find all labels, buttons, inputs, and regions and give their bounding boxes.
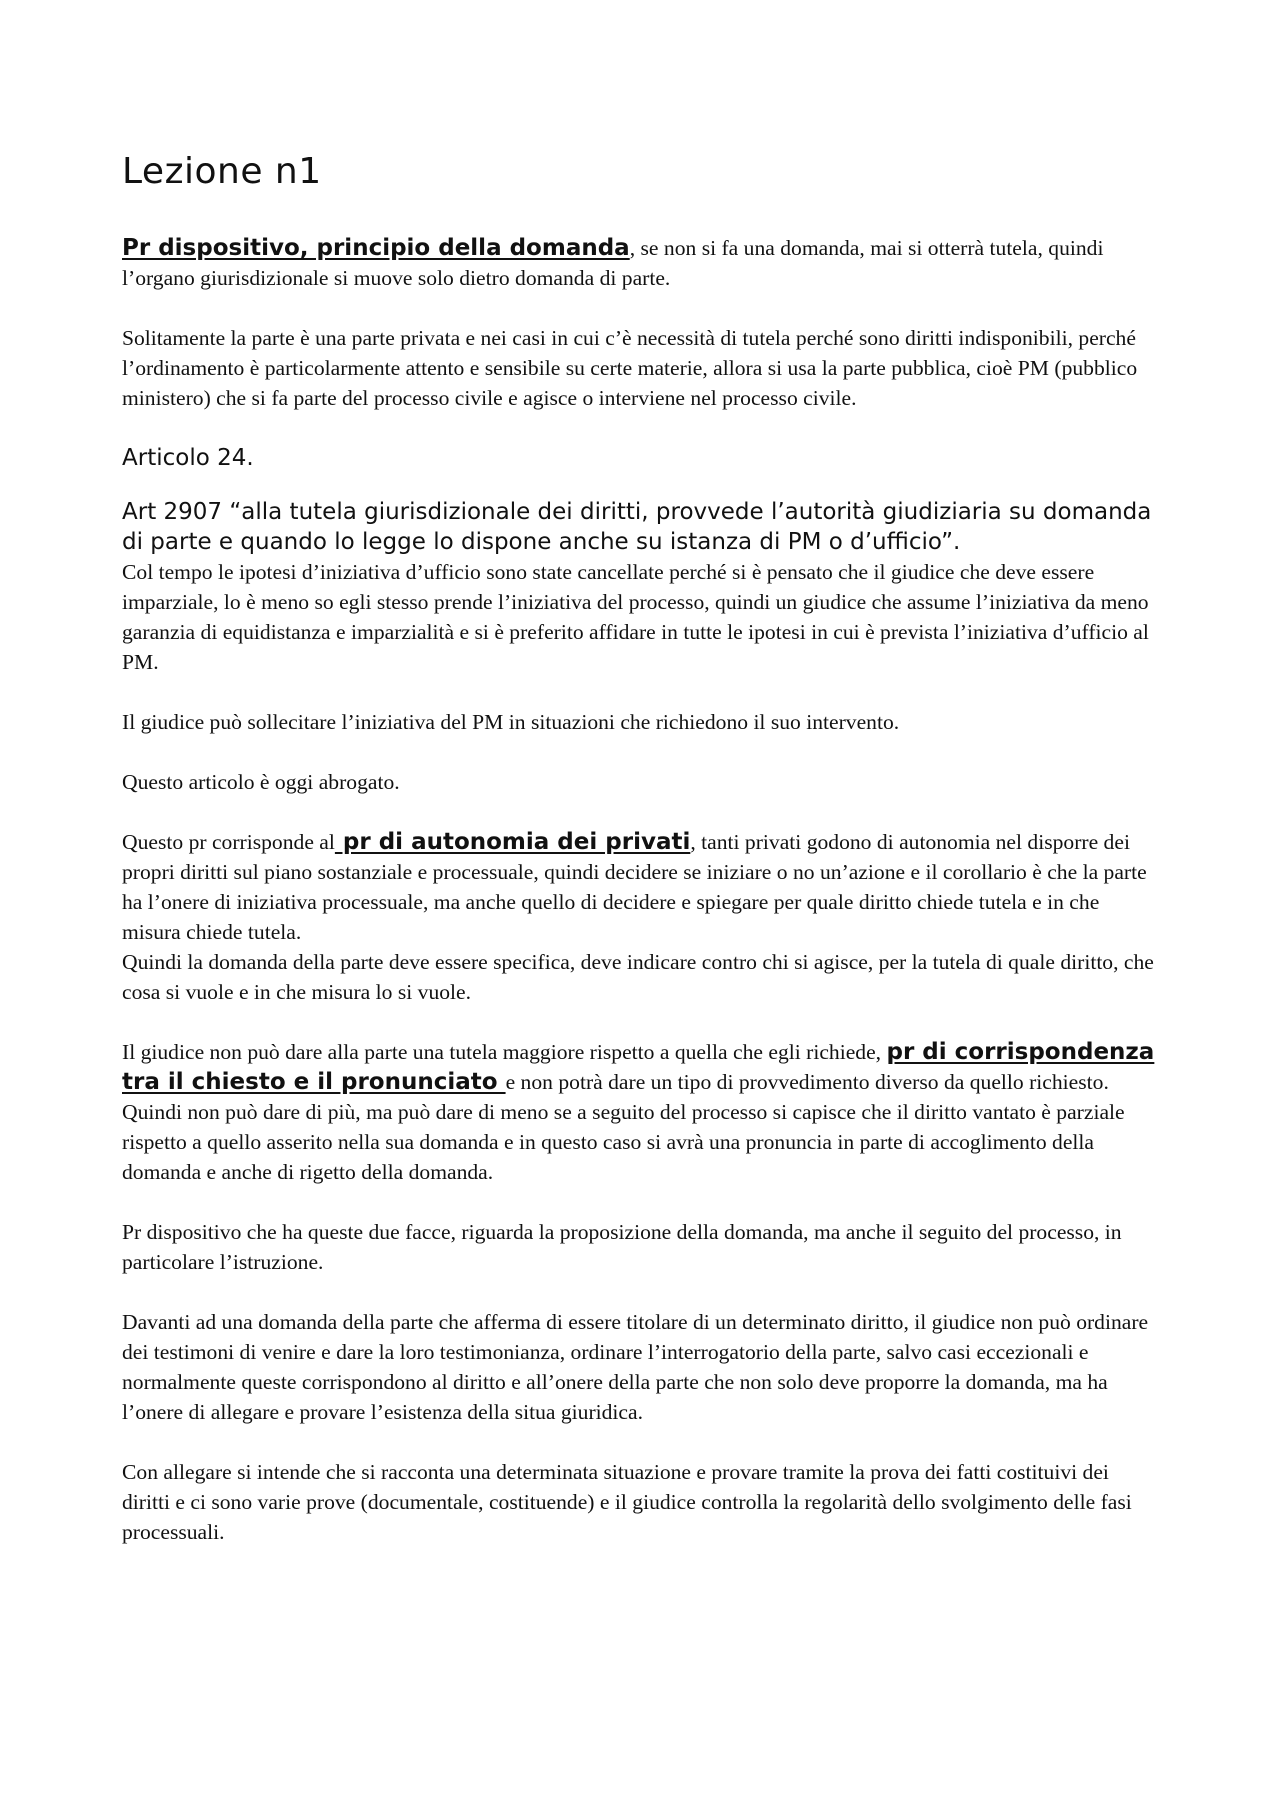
paragraph-domanda-specifica: Quindi la domanda della parte deve essere specifica, deve indicare contro chi si agisce, per la tutela di quale diritto, che cosa si vuole e in che misura lo si vuole.: [122, 950, 1154, 1005]
paragraph-giudice-sollecita: Il giudice può sollecitare l’iniziativa del PM in situazioni che richiedono il suo intervento.: [122, 710, 900, 735]
paragraph-text: e non potrà dare un tipo di provvedimento diverso da quello richiesto.: [505, 1070, 1109, 1095]
paragraph-parte-pubblica: Solitamente la parte è una parte privata e nei casi in cui c’è necessità di tutela perché sono diritti indisponibili, perché l’ordinamento è particolarmente attento e sensibile su certe materie, allora si usa la parte pubblica, cioè PM (pubblico ministero) che si fa parte del processo civile e agisce o interviene nel processo civile.: [122, 326, 1138, 411]
page-title: Lezione n1: [122, 151, 322, 192]
paragraph-autonomia-privati: [122, 827, 1162, 947]
paragraph-corrispondenza: [122, 1037, 1162, 1097]
document-body: [122, 150, 1162, 1577]
paragraph-text: , se non si fa una domanda, mai si otterrà tutela, quindi l’organo giurisdizionale si muove solo dietro domanda di parte.: [122, 236, 1104, 291]
paragraph-principio-domanda: [122, 233, 1162, 293]
highlight-corrispondenza: pr di corrispondenza tra il chiesto e il pronunciato: [122, 1039, 1155, 1096]
paragraph-text: Questo pr corrisponde al: [122, 830, 335, 855]
paragraph-text: Il giudice non può dare alla parte una tutela maggiore rispetto a quella che egli richiede,: [122, 1040, 887, 1065]
article-2907-quote: Art 2907 “alla tutela giurisdizionale dei diritti, provvede l’autorità giudiziaria su domanda di parte e quando lo legge lo dispone anche su istanza di PM o d’ufficio”.: [122, 499, 1152, 556]
article-heading: Articolo 24.: [122, 445, 254, 472]
paragraph-accoglimento-rigetto: Quindi non può dare di più, ma può dare di meno se a seguito del processo si capisce che il diritto vantato è parziale rispetto a quello asserito nella sua domanda e in questo caso si avrà una pronuncia in parte di accoglimento della domanda e anche di rigetto della domanda.: [122, 1100, 1125, 1185]
paragraph-text: , tanti privati godono di autonomia nel disporre dei propri diritti sul piano sostanziale e processuale, quindi decidere se iniziare o no un’azione e il corollario è che la parte ha l’onere di iniziativa processuale, ma anche quello di decidere e spiegare per quale diritto chiede tutela e in che misura chiede tutela.: [122, 830, 1147, 945]
paragraph-due-facce: Pr dispositivo che ha queste due facce, riguarda la proposizione della domanda, ma anche il seguito del processo, in particolare l’istruzione.: [122, 1220, 1122, 1275]
paragraph-allegare-provare: Con allegare si intende che si racconta una determinata situazione e provare tramite la prova dei fatti costituivi dei diritti e ci sono varie prove (documentale, costituende) e il giudice controlla la regolarità dello svolgimento delle fasi processuali.: [122, 1460, 1132, 1545]
highlight-autonomia-privati: pr di autonomia dei privati: [334, 829, 691, 856]
paragraph-iniziativa-ufficio: Col tempo le ipotesi d’iniziativa d’ufficio sono state cancellate perché si è pensato che il giudice che deve essere imparziale, lo è meno so egli stesso prende l’iniziativa del processo, quindi un giudice che assume l’iniziativa da meno garanzia di equidistanza e imparzialità e si è preferito affidare in tutte le ipotesi in cui è prevista l’iniziativa d’ufficio al PM.: [122, 560, 1149, 675]
paragraph-onere-allegare: Davanti ad una domanda della parte che afferma di essere titolare di un determinato diritto, il giudice non può ordinare dei testimoni di venire e dare la loro testimonianza, ordinare l’interrogatorio della parte, salvo casi eccezionali e normalmente queste corrispondono al diritto e all’onere della parte che non solo deve proporre la domanda, ma ha l’onere di allegare e provare l’esistenza della situa giuridica.: [122, 1310, 1149, 1425]
highlight-principio-domanda: Pr dispositivo, principio della domanda: [122, 235, 630, 262]
paragraph-articolo-abrogato: Questo articolo è oggi abrogato.: [122, 770, 400, 795]
